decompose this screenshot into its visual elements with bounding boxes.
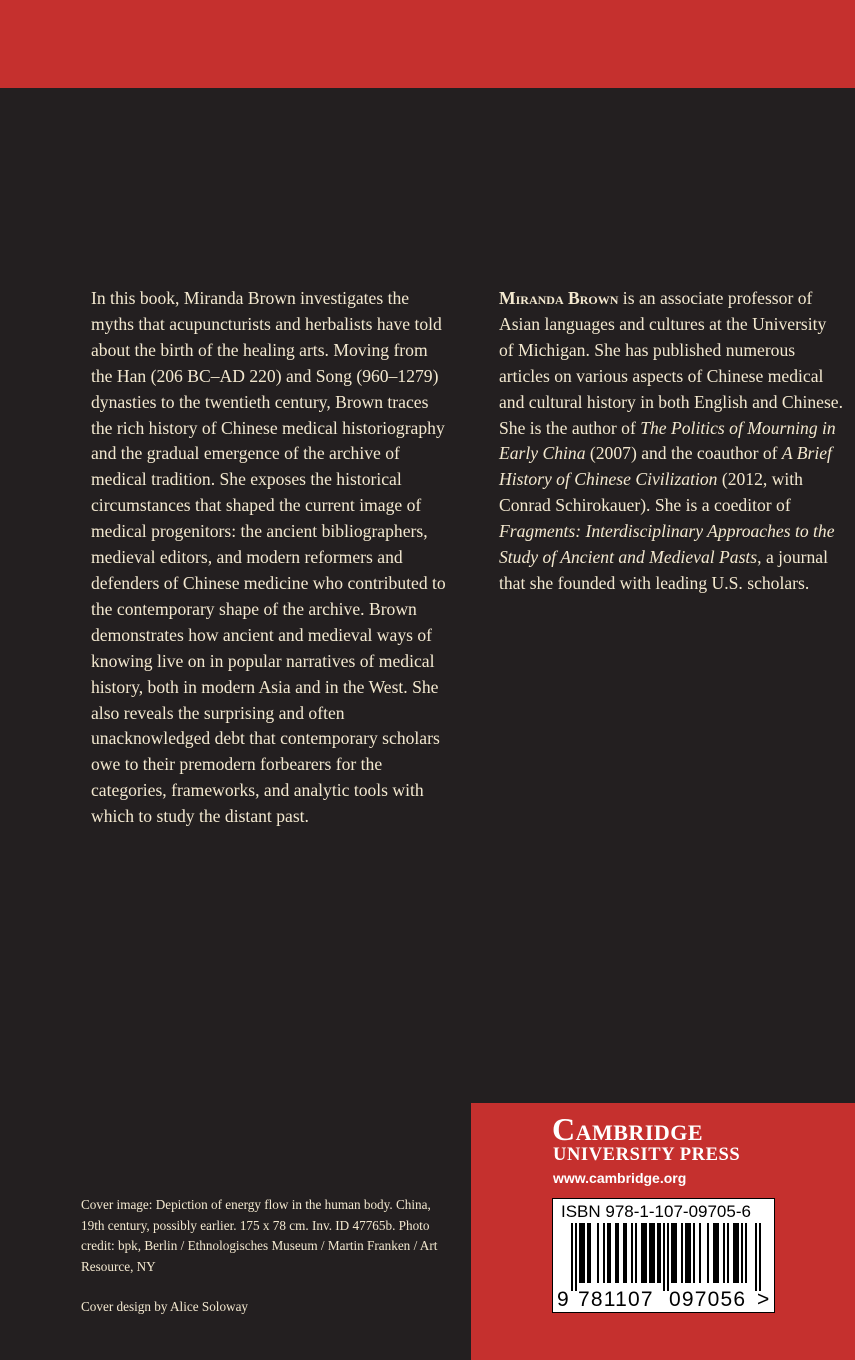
barcode-quiet-mark: > <box>757 1288 770 1311</box>
cover-image-credit: Cover image: Depiction of energy flow in the human body. China, 19th century, possibly earlier. 175 x 78 cm. Inv. ID 47765b. Photo credit: bpk, Berlin / Ethnologisches Museum / Martin Franken / Art Resource, NY <box>81 1197 438 1274</box>
bio-book-2: A Brief History of Chinese Civilization <box>499 443 832 490</box>
barcode-bar <box>625 1223 627 1283</box>
author-name: Miranda Brown <box>499 288 619 308</box>
barcode-bar <box>635 1223 637 1283</box>
barcode-bar <box>631 1223 633 1283</box>
barcode-bar <box>643 1223 645 1283</box>
publisher-block <box>471 1103 855 1360</box>
barcode-bar <box>583 1223 585 1283</box>
barcode-bar <box>715 1223 717 1283</box>
barcode-bar <box>645 1223 647 1283</box>
bio-text-1: is an associate professor of Asian languages and cultures at the University of Michigan. She has published numerous articles on various aspects of Chinese medical and cultural history in both English and Chinese. She is the author of <box>499 288 844 438</box>
barcode-bar <box>571 1223 573 1291</box>
publisher-name: Cambridge <box>552 1111 704 1147</box>
isbn-barcode <box>552 1198 775 1313</box>
bio-text-2: (2007) and the coauthor of <box>585 443 782 464</box>
barcode-bar <box>713 1223 715 1283</box>
barcode-bar <box>649 1223 651 1283</box>
author-bio <box>499 286 845 597</box>
barcode-graphic <box>553 1199 774 1312</box>
barcode-bar <box>735 1223 737 1283</box>
barcode-bar <box>675 1223 677 1283</box>
barcode-bar <box>657 1223 659 1283</box>
bio-text-4: , a journal that she founded with leading U.S. scholars. <box>499 547 828 593</box>
barcode-bar <box>685 1223 687 1283</box>
barcode-bar <box>623 1223 625 1283</box>
barcode-bar <box>707 1223 709 1283</box>
barcode-right-digits: 097056 <box>669 1288 747 1311</box>
barcode-bar <box>579 1223 581 1283</box>
barcode-bar <box>733 1223 735 1283</box>
barcode-bar <box>641 1223 643 1283</box>
barcode-bar <box>575 1223 577 1291</box>
barcode-bar <box>689 1223 691 1283</box>
isbn-label: ISBN 978-1-107-09705-6 <box>561 1202 751 1221</box>
barcode-bar <box>597 1223 599 1283</box>
barcode-bars <box>571 1223 761 1291</box>
barcode-bar <box>587 1223 589 1283</box>
barcode-bar <box>717 1223 719 1283</box>
barcode-bar <box>759 1223 761 1291</box>
barcode-bar <box>617 1223 619 1283</box>
publisher-subtitle: UNIVERSITY PRESS <box>553 1145 741 1165</box>
barcode-bar <box>653 1223 655 1283</box>
barcode-bar <box>603 1223 605 1283</box>
book-description: In this book, Miranda Brown investigates the myths that acupuncturists and herbalists have told about the birth of the healing arts. Moving from the Han (206 BC–AD 220) and Song (960–1279) dynasties to the twentieth century, Brown traces the rich history of Chinese medical historiography and the gradual emergence of the archive of medical tradition. She exposes the historical circumstances that shaped the current image of medical progenitors: the ancient bibliographers, medieval editors, and modern reformers and defenders of Chinese medicine who contributed to the contemporary shape of the archive. Brown demonstrates how ancient and medieval ways of knowing live on in popular narratives of medical history, both in modern Asia and in the West. She also reveals the surprising and often unacknowledged debt that contemporary scholars owe to their premodern forbearers for the categories, frameworks, and analytic tools with which to study the distant past. <box>91 288 446 827</box>
bio-book-1: The Politics of Mourning in Early China <box>499 417 836 464</box>
barcode-bar <box>745 1223 747 1283</box>
barcode-bar <box>589 1223 591 1283</box>
barcode-bar <box>699 1223 701 1283</box>
barcode-bar <box>681 1223 683 1283</box>
barcode-bar <box>737 1223 739 1283</box>
barcode-bar <box>687 1223 689 1283</box>
barcode-bar <box>581 1223 583 1283</box>
barcode-bar <box>651 1223 653 1283</box>
barcode-bar <box>723 1223 725 1283</box>
barcode-bar <box>659 1223 661 1283</box>
barcode-bar <box>673 1223 675 1283</box>
barcode-lead-digit: 9 <box>557 1288 569 1311</box>
barcode-bar <box>609 1223 611 1283</box>
barcode-bar <box>727 1223 729 1283</box>
barcode-left-digits: 781107 <box>578 1288 654 1311</box>
barcode-bar <box>663 1223 665 1291</box>
barcode-bar <box>607 1223 609 1283</box>
cover-design-credit: Cover design by Alice Soloway <box>81 1299 249 1314</box>
barcode-bar <box>755 1223 757 1291</box>
barcode-bar <box>671 1223 673 1283</box>
top-red-band <box>0 0 855 88</box>
barcode-bar <box>667 1223 669 1291</box>
bio-journal: Fragments: Interdisciplinary Approaches to the Study of Ancient and Medieval Pasts <box>499 521 835 568</box>
barcode-bar <box>693 1223 695 1283</box>
bio-text-3: (2012, with Conrad Schirokauer). She is a coeditor of <box>499 469 803 516</box>
barcode-bar <box>741 1223 743 1283</box>
publisher-url: www.cambridge.org <box>553 1170 687 1186</box>
barcode-bar <box>615 1223 617 1283</box>
